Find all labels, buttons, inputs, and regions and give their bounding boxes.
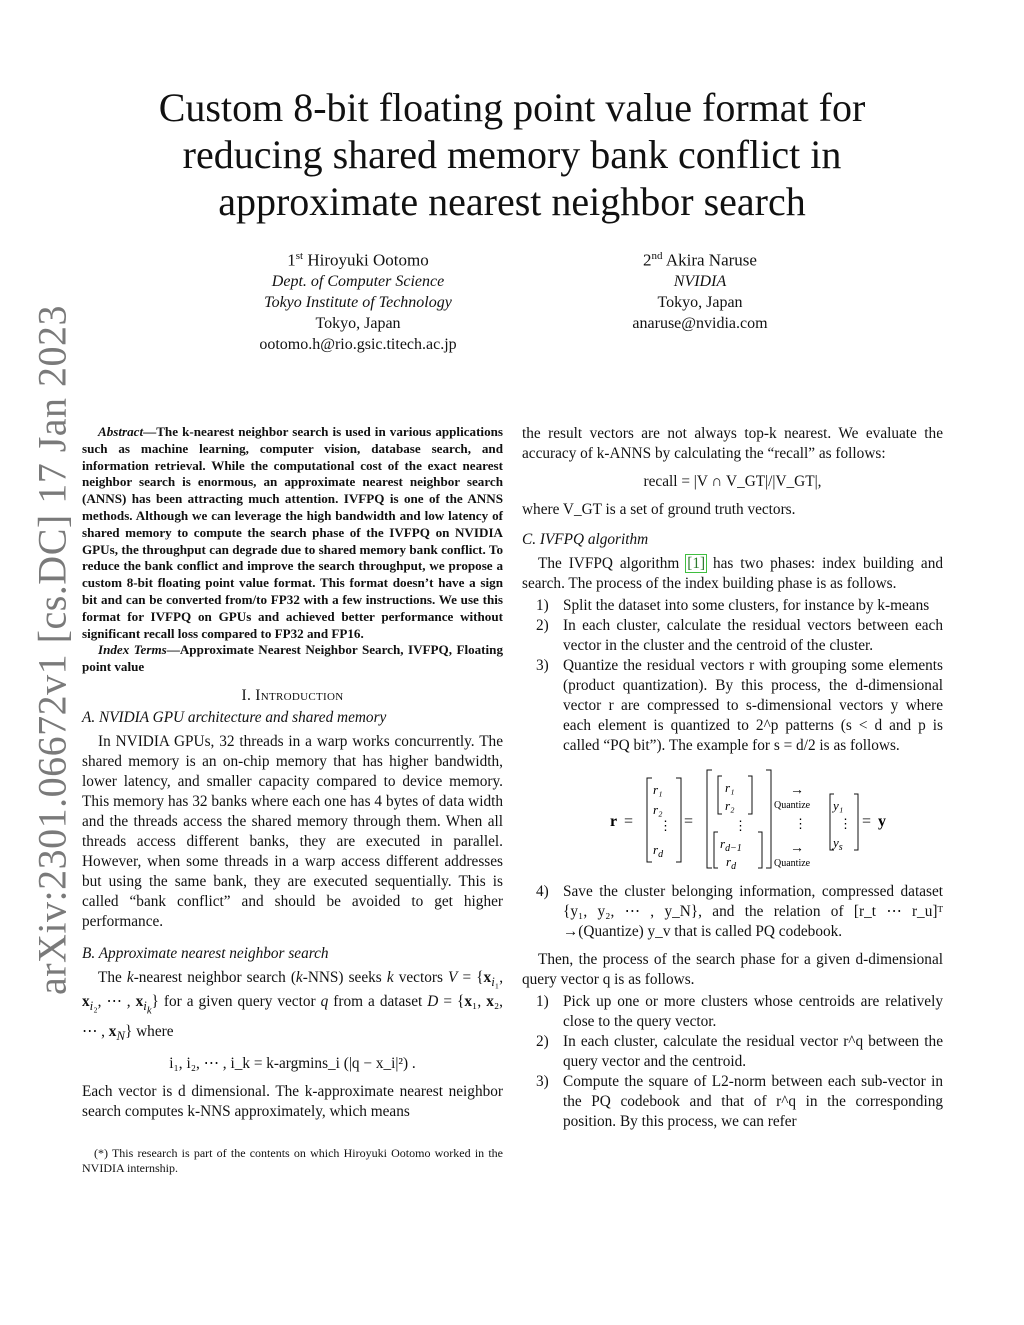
list-item: 2) In each cluster, calculate the residual vector r^q between the query vector and the centroid. xyxy=(536,1033,943,1070)
author-name: Akira Naruse xyxy=(665,250,757,270)
index-terms: Index Terms—Approximate Nearest Neighbor Search, IVFPQ, Floating point value xyxy=(82,642,504,675)
svg-text:y₁: y₁ xyxy=(833,798,844,813)
author-2: 2nd Akira Naruse NVIDIA Tokyo, Japan anaruse@nvidia.com xyxy=(550,246,850,334)
list-item: 3) Quantize the residual vectors r with grouping some elements (product quantization). By this process, the d-dimensional vector r are compressed to s-dimensional vectors y where each element is quantized to 2^p patterns (s < d and p is called “PQ bit”). The example for s = d/2 is as follows. xyxy=(536,657,943,754)
list-item: 2) In each cluster, calculate the residual vectors between each vector in the cluster and the centroid of the cluster. xyxy=(536,617,943,654)
svg-text:⋮: ⋮ xyxy=(794,816,807,831)
title-line-3: approximate nearest neighbor search xyxy=(218,179,806,224)
author-org: NVIDIA xyxy=(673,272,727,290)
paragraph: The IVFPQ algorithm [1] has two phases: index building and search. The process of the index building phase is as follows. xyxy=(522,555,943,592)
subsection-heading: C. IVFPQ algorithm xyxy=(522,531,649,548)
author-location: Tokyo, Japan xyxy=(315,314,401,332)
pq-matrix-figure xyxy=(522,768,943,872)
svg-text:r₂: r₂ xyxy=(725,798,735,813)
list-item: 1) Split the dataset into some clusters, for instance by k-means xyxy=(536,597,930,614)
svg-text:Quantize: Quantize xyxy=(774,858,811,869)
svg-text:y: y xyxy=(878,813,886,830)
svg-text:rd: $r_d$ xyxy=(726,854,737,872)
paragraph: The k-nearest neighbor search (k-NNS) seeks k vectors $V = \{x_{i_1}$, $x_{i_2}$, ⋯ , $x_{i_k}$} for a given query vector q from a dataset D = {x₁, x₂, ⋯ , $x_N$} where xyxy=(82,968,504,1043)
abstract: Abstract—The k-nearest neighbor search is used in various applications such as machine learning, computer vision, database search, and information retrieval. While the computational cost of the exact nearest neighbor search is enormous, an approximate nearest neighbor search (ANNS) has been attracting much attention. IVFPQ is one of the ANNS methods. Although we can leverage the high bandwidth and low latency of shared memory to compute the search phase of the IVFPQ on NVIDIA GPUs, the throughput can degrade due to shared memory bank conflict. To reduce the bank conflict and improve the search throughput, we propose a custom 8-bit floating point value format. This format doesn’t have a sign bit and can be converted from/to FP32 with a few instructions. We use this format for IVFPQ on GPUs and achieved better performance without significant recall loss compared to FP32 and FP16. xyxy=(82,424,503,641)
equation-knn: i₁, i₂, ⋯ , i_k = k-argmins_i (|q − x_i|²) . xyxy=(169,1054,416,1072)
svg-text:r₁: r₁ xyxy=(725,780,735,795)
author-email: anaruse@nvidia.com xyxy=(632,314,768,332)
svg-text:Quantize: Quantize xyxy=(774,800,811,811)
svg-text:=: = xyxy=(684,813,694,830)
svg-text:→: → xyxy=(790,841,804,856)
svg-text:r: r xyxy=(610,813,618,830)
equation-recall: recall = |V ∩ V_GT|/|V_GT|, xyxy=(643,473,822,490)
author-name: Hiroyuki Ootomo xyxy=(307,250,429,270)
svg-text:r₁: r₁ xyxy=(653,782,663,797)
left-column xyxy=(82,424,503,1176)
svg-text:rd−1: $r_{d-1}$ xyxy=(720,836,742,854)
search-steps-list xyxy=(522,992,943,1132)
author-1: 1st Hiroyuki Ootomo Dept. of Computer Science Tokyo Institute of Technology Tokyo, Japan ootomo.h@rio.gsic.titech.ac.jp xyxy=(208,246,508,355)
paragraph: In NVIDIA GPUs, 32 threads in a warp works concurrently. The shared memory is an on-chip memory that has higher bandwidth, lower latency, and smaller capacity compared to device memory. This memory has 32 banks where each one has 4 bytes of data width and the threads access the shared memory through them. When all threads access different banks, they are executed in parallel. However, when some threads in a warp access different addresses but using the same bank, they are executed sequentially. This is called “bank conflict” and should be avoided to get higher performance. xyxy=(82,732,503,930)
svg-text:=: = xyxy=(862,813,872,830)
subsection-heading: A. NVIDIA GPU architecture and shared memory xyxy=(82,708,387,726)
paragraph: Then, the process of the search phase for a given d-dimensional query vector q is as follows. xyxy=(522,951,943,988)
arxiv-identifier: arXiv:2301.06672v1 [cs.DC] 17 Jan 2023 xyxy=(29,304,75,996)
svg-text:⋮: ⋮ xyxy=(839,816,852,831)
paragraph: where V_GT is a set of ground truth vectors. xyxy=(522,501,796,518)
footnote: (*) This research is part of the contents on which Hiroyuki Ootomo worked in the NVIDIA internship. xyxy=(82,1145,503,1175)
pq-matrix-svg xyxy=(522,768,943,872)
paragraph: Each vector is d dimensional. The k-approximate nearest neighbor search computes k-NNS approximately, which means xyxy=(82,1082,503,1120)
build-steps-list-cont xyxy=(522,882,943,942)
list-item: 1) Pick up one or more clusters whose centroids are relatively close to the query vector. xyxy=(536,993,943,1030)
title-line-1: Custom 8-bit floating point value format for xyxy=(158,85,866,130)
svg-text:→: → xyxy=(790,783,804,798)
svg-text:⋮: ⋮ xyxy=(659,818,672,833)
author-location: Tokyo, Japan xyxy=(657,293,743,311)
author-dept: Dept. of Computer Science xyxy=(271,272,445,290)
section-heading: I. Introduction xyxy=(241,686,344,704)
title-line-2: reducing shared memory bank conflict in xyxy=(182,132,842,177)
svg-text:rd: $r_d$ xyxy=(653,842,664,860)
svg-text:=: = xyxy=(624,813,634,830)
paper-title xyxy=(120,84,904,225)
list-item: 3) Compute the square of L2-norm between each sub-vector in the PQ codebook and that of r^q in the corresponding position. By this process, we can refer xyxy=(536,1073,943,1130)
citation-link[interactable]: [1] xyxy=(687,555,706,572)
build-steps-list xyxy=(522,596,943,756)
subsection-heading: B. Approximate nearest neighbor search xyxy=(82,944,329,962)
author-email: ootomo.h@rio.gsic.titech.ac.jp xyxy=(259,335,457,353)
svg-text:ys: $y_s$ xyxy=(833,835,843,853)
list-item: 4) Save the cluster belonging information, compressed dataset {y₁, y₂, ⋯ , y_N}, and the relation of [r_t ⋯ r_u]ᵀ →(Quantize) y_v that is called PQ codebook. xyxy=(536,883,943,940)
svg-text:⋮: ⋮ xyxy=(734,818,747,833)
author-org: Tokyo Institute of Technology xyxy=(264,293,452,311)
svg-text:r₂: r₂ xyxy=(653,802,663,817)
paragraph: the result vectors are not always top-k nearest. We evaluate the accuracy of k-ANNS by calculating the “recall” as follows: xyxy=(522,425,943,462)
right-column xyxy=(522,424,943,1132)
